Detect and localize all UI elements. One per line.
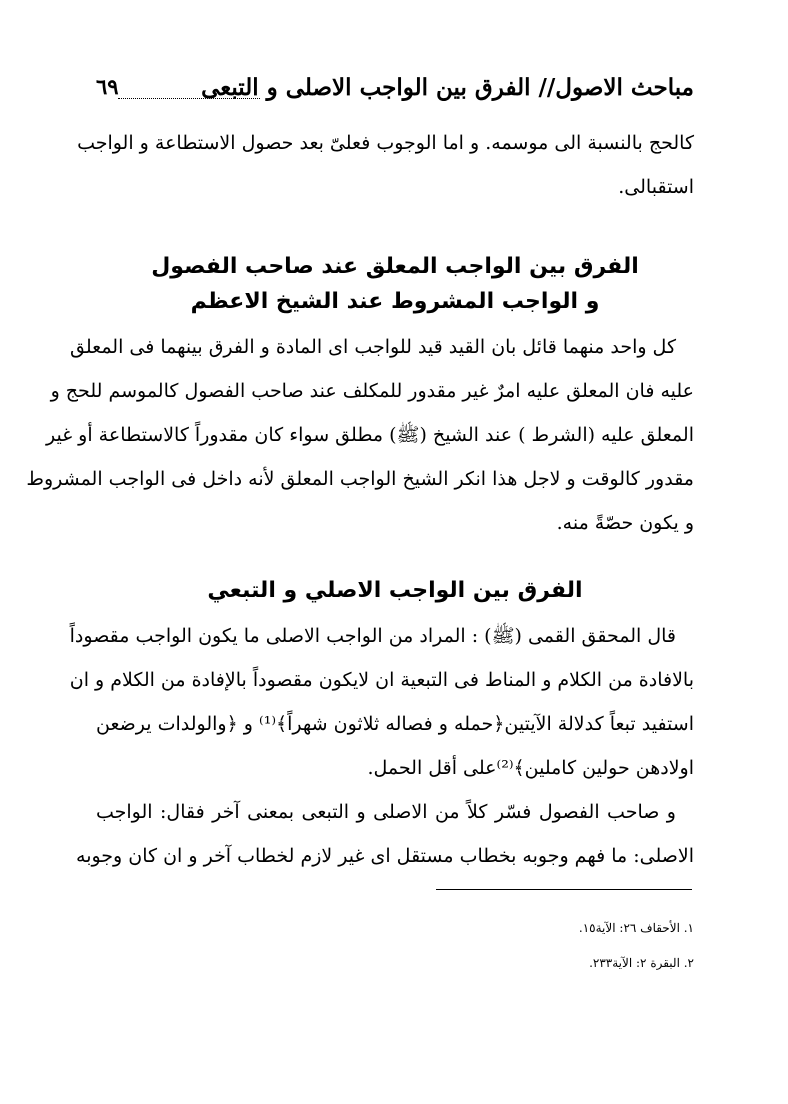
page-header xyxy=(96,74,694,110)
intro-line: كالحج بالنسبة الى موسمه. و اما الوجوب فعلىّ بعد حصول الاستطاعة و الواجب xyxy=(77,132,694,154)
footnote: ١. الأحقاف ٢٦: الآية١٥. xyxy=(578,921,694,935)
paragraph-line: عليه فان المعلق عليه امرٌ غير مقدور للمكلف عند صاحب الفصول كالموسم للحج و xyxy=(50,380,694,402)
footnote: ٢. البقرة ٢: الآية٢٣٣. xyxy=(589,956,694,970)
paragraph-line: الاصلى: ما فهم وجوبه بخطاب مستقل اى غير لازم لخطاب آخر و ان كان وجوبه xyxy=(76,845,694,867)
running-title: مباحث الاصول// الفرق بين الواجب الاصلى و التبعى xyxy=(201,74,694,101)
page-number: ٦٩ xyxy=(96,74,119,99)
footnote-separator xyxy=(436,889,692,890)
paragraph-line: بالافادة من الكلام و المناط فى التبعية ان لايكون مقصوداً بالإفادة من الكلام و ان xyxy=(69,669,694,691)
paragraph-line: و يكون حصّةً منه. xyxy=(556,512,694,534)
paragraph-line: المعلق عليه (الشرط ) عند الشيخ (ﷺ) مطلق سواء كان مقدوراً كالاستطاعة أو غير xyxy=(45,424,694,446)
paragraph-line: كل واحد منهما قائل بان القيد قيد للواجب اى المادة و الفرق بينهما فى المعلق xyxy=(70,336,676,358)
paragraph-line: مقدور كالوقت و لاجل هذا انكر الشيخ الواجب المعلق لأنه داخل فى الواجب المشروط xyxy=(26,468,694,490)
paragraph-line: استفيد تبعاً كدلالة الآيتين﴿حمله و فصاله ثلاثون شهراً﴾⁽¹⁾ و ﴿والولدات يرضعن xyxy=(96,713,694,735)
section-heading: الفرق بين الواجب الاصلي و التبعي xyxy=(207,578,583,603)
paragraph-line: قال المحقق القمى (ﷺ) : المراد من الواجب الاصلى ما يكون الواجب مقصوداً xyxy=(69,625,676,647)
intro-line: استقبالى. xyxy=(618,176,694,198)
section-heading-line: الفرق بين الواجب المعلق عند صاحب الفصول xyxy=(151,254,639,279)
paragraph-line: اولادهن حولين كاملين﴾⁽²⁾على أقل الحمل. xyxy=(367,757,694,779)
section-heading-line: و الواجب المشروط عند الشيخ الاعظم xyxy=(190,289,600,314)
paragraph-line: و صاحب الفصول فسّر كلاً من الاصلى و التبعى بمعنى آخر فقال: الواجب xyxy=(96,801,676,823)
dotted-leader xyxy=(118,98,260,99)
